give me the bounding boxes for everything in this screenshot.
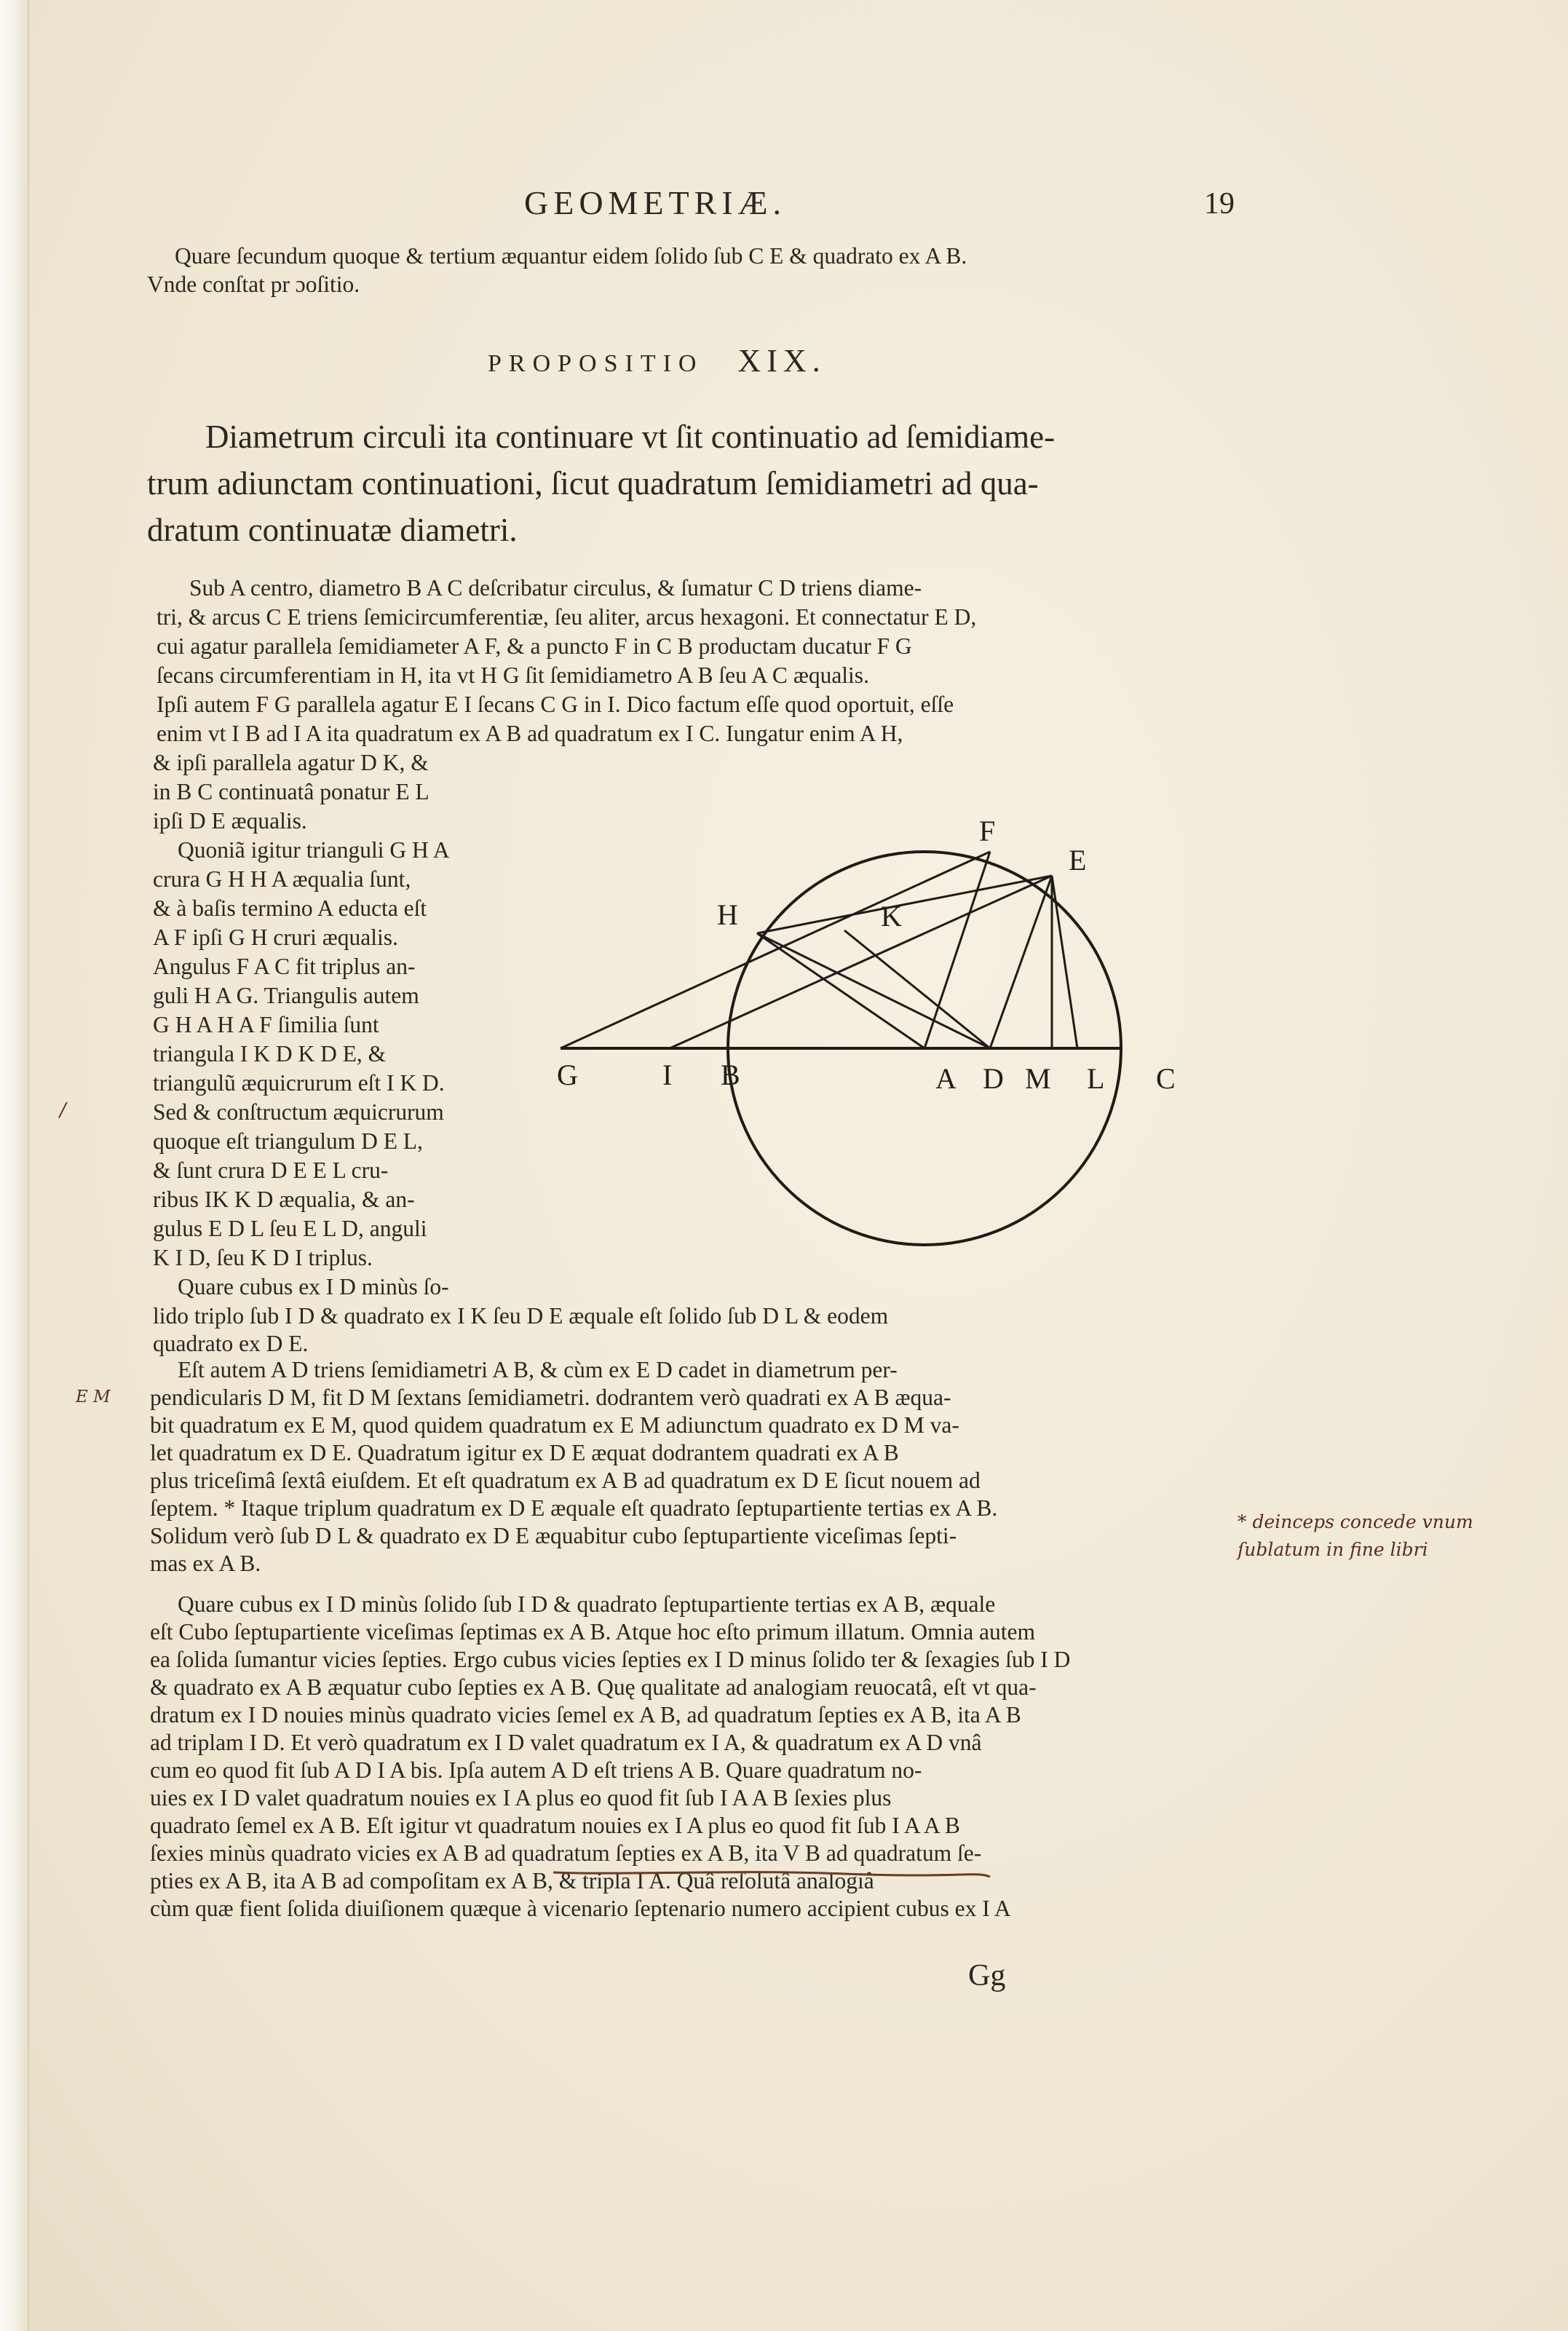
proposition-heading xyxy=(488,342,826,379)
text-line: Sub A centro, diametro B A C deſcribatur circulus, & ſumatur C D triens diame- xyxy=(189,575,922,601)
text-line: Quare ſecundum quoque & tertium æquantur eidem ſolido ſub C E & quadrato ex A B. xyxy=(175,243,967,269)
enunciation-line: dratum continuatæ diametri. xyxy=(147,512,518,548)
text-line: G H A H A F ſimilia ſunt xyxy=(153,1012,379,1037)
text-line: dratum ex I D nouies minùs quadrato vicies ſemel ex A B, ad quadratum ſepties ex A B, ita A B xyxy=(150,1702,1021,1728)
text-line: lido triplo ſub I D & quadrato ex I K ſeu D E æquale eſt ſolido ſub D L & eodem xyxy=(153,1303,889,1329)
text-line: A F ipſi G H cruri æqualis. xyxy=(153,925,398,950)
label-k: K xyxy=(881,900,902,933)
line-ah xyxy=(757,933,924,1048)
line-le xyxy=(1052,876,1077,1048)
text-line: Eſt autem A D triens ſemidiametri A B, & cùm ex E D cadet in diametrum per- xyxy=(178,1357,898,1382)
text-line: cum eo quod fit ſub A D I A bis. Ipſa autem A D eſt triens A B. Quare quadratum no- xyxy=(150,1757,922,1783)
label-f: F xyxy=(979,815,996,847)
text-line: gulus E D L ſeu E L D, anguli xyxy=(153,1216,427,1241)
margin-tick: / xyxy=(60,1099,66,1121)
label-b: B xyxy=(721,1058,740,1091)
text-line: tri, & arcus C E triens ſemicircumferentiæ, ſeu aliter, arcus hexagoni. Et connectatur E D, xyxy=(157,604,977,630)
label-g: G xyxy=(557,1058,578,1091)
text-line: K I D, ſeu K D I triplus. xyxy=(153,1245,373,1270)
text-line: ſecans circumferentiam in H, ita vt H G ſit ſemidiametro A B ſeu A C æqualis. xyxy=(157,662,869,688)
text-line: cùm quæ fient ſolida diuiſionem quæque à vicenario ſeptenario numero accipient cubus ex I A xyxy=(150,1896,1011,1921)
text-line: quadrato ex D E. xyxy=(153,1331,309,1356)
text-line: guli H A G. Triangulis autem xyxy=(153,983,419,1008)
text-line: Quare cubus ex I D minùs ſolido ſub I D & quadrato ſeptupartiente tertias ex A B, æquale xyxy=(178,1591,996,1617)
enunciation-line: Diametrum circuli ita continuare vt ſit continuatio ad ſemidiame- xyxy=(205,419,1056,455)
label-i: I xyxy=(662,1058,673,1091)
text-line: ſeptem. * Itaque triplum quadratum ex D E æquale eſt quadrato ſeptupartiente tertias ex A B. xyxy=(150,1495,998,1521)
text-line: & à baſis termino A educta eſt xyxy=(153,895,427,921)
label-l: L xyxy=(1087,1062,1105,1095)
margin-note-em: E M xyxy=(76,1388,111,1406)
page-number: 19 xyxy=(1204,187,1235,221)
text-line: let quadratum ex D E. Quadratum igitur ex D E æquat dodrantem quadrati ex A B xyxy=(150,1440,899,1465)
text-line: & ipſi parallela agatur D K, & xyxy=(153,750,429,775)
proposition-label: PROPOSITIO xyxy=(488,350,704,377)
text-line: ſexies minùs quadrato vicies ex A B ad quadratum ſepties ex A B, ita V B ad quadratum ſe- xyxy=(150,1840,982,1866)
text-line: Vnde conſtat pr ɔoſitio. xyxy=(147,272,360,297)
label-h: H xyxy=(717,898,738,931)
text-line: Quare cubus ex I D minùs ſo- xyxy=(178,1274,449,1299)
text-line: ipſi D E æqualis. xyxy=(153,808,307,834)
enunciation-line: trum adiunctam continuationi, ſicut quadratum ſemidiametri ad qua- xyxy=(147,465,1039,502)
line-gf xyxy=(561,852,990,1048)
ink-underline xyxy=(539,1867,1005,1896)
label-e: E xyxy=(1069,844,1087,876)
text-line: Angulus F A C fit triplus an- xyxy=(153,954,416,979)
margin-note-right-2: ſublatum in fine libri xyxy=(1238,1539,1428,1560)
text-line: Solidum verò ſub D L & quadrato ex D E æquabitur cubo ſeptupartiente viceſimas ſepti- xyxy=(150,1523,957,1548)
label-m: M xyxy=(1025,1062,1051,1095)
text-line: enim vt I B ad I A ita quadratum ex A B ad quadratum ex I C. Iungatur enim A H, xyxy=(157,721,903,746)
text-line: Quoniã igitur trianguli G H A xyxy=(178,837,450,863)
text-line: bit quadratum ex E M, quod quidem quadratum ex E M adiunctum quadrato ex D M va- xyxy=(150,1412,959,1438)
geometry-diagram xyxy=(539,801,1194,1267)
text-line: Sed & conſtructum æquicrurum xyxy=(153,1099,444,1125)
label-a: A xyxy=(935,1062,957,1095)
text-line: plus triceſimâ ſextâ eiuſdem. Et eſt quadratum ex A B ad quadratum ex D E ſicut nouem ad xyxy=(150,1468,981,1493)
text-line: uies ex I D valet quadratum nouies ex I A plus eo quod fit ſub I A A B ſexies plus xyxy=(150,1785,892,1810)
text-line: triangula I K D K D E, & xyxy=(153,1041,387,1066)
text-line: pendicularis D M, fit D M ſextans ſemidiametri. dodrantem verò quadrati ex A B æqua- xyxy=(150,1385,951,1410)
text-line: triangulũ æquicrurum eſt I K D. xyxy=(153,1070,445,1096)
signature-mark: Gg xyxy=(968,1959,1006,1992)
text-line: crura G H H A æqualia ſunt, xyxy=(153,866,411,892)
text-line: mas ex A B. xyxy=(150,1551,261,1576)
running-title: GEOMETRIÆ. xyxy=(524,184,787,221)
label-c: C xyxy=(1156,1062,1176,1095)
text-line: ad triplam I D. Et verò quadratum ex I D valet quadratum ex I A, & quadratum ex A D vnâ xyxy=(150,1730,982,1755)
line-he xyxy=(757,876,1052,933)
text-line: quoque eſt triangulum D E L, xyxy=(153,1128,423,1154)
text-line: in B C continuatâ ponatur E L xyxy=(153,779,429,804)
line-hd xyxy=(757,933,990,1048)
label-d: D xyxy=(983,1062,1004,1095)
proposition-number: XIX. xyxy=(737,343,826,379)
text-line: & ſunt crura D E E L cru- xyxy=(153,1157,389,1183)
line-af xyxy=(924,852,990,1048)
text-line: ribus IK K D æqualia, & an- xyxy=(153,1187,415,1212)
text-line: ea ſolida ſumantur vicies ſepties. Ergo cubus vicies ſepties ex I D minus ſolido ter & ſexagies ſub I D xyxy=(150,1647,1071,1672)
line-de xyxy=(990,876,1052,1048)
text-line: & quadrato ex A B æquatur cubo ſepties ex A B. Quę qualitate ad analogiam reuocatâ, eſt vt qua- xyxy=(150,1674,1037,1700)
page-left-edge xyxy=(0,0,29,2331)
margin-note-right-1: * deinceps concede vnum xyxy=(1238,1511,1473,1532)
text-line: quadrato ſemel ex A B. Eſt igitur vt quadratum nouies ex I A plus eo quod fit ſub I A A B xyxy=(150,1813,960,1838)
text-line: Ipſi autem F G parallela agatur E I ſecans C G in I. Dico factum eſſe quod oportuit, eſſe xyxy=(157,692,954,717)
text-line: eſt Cubo ſeptupartiente viceſimas ſeptimas ex A B. Atque hoc eſto primum illatum. Omnia autem xyxy=(150,1619,1036,1645)
line-dk xyxy=(844,930,990,1048)
text-line: cui agatur parallela ſemidiameter A F, & a puncto F in C B productam ducatur F G xyxy=(157,633,912,659)
text-line: pties ex A B, ita A B ad compoſitam ex A B, & tripla I A. Quâ reſolutâ analogiâ xyxy=(150,1868,874,1893)
